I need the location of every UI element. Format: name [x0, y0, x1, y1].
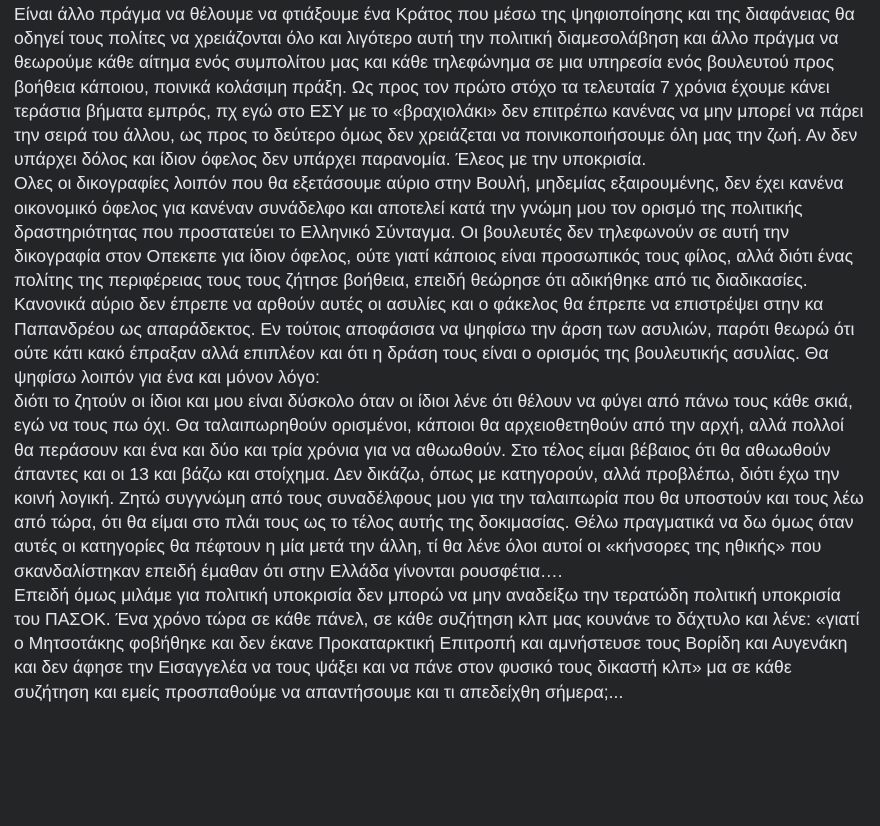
post-paragraph: Είναι άλλο πράγμα να θέλουμε να φτιάξουμε ένα Κράτος που μέσω της ψηφιοποίησης και της διαφάνειας θα οδηγεί τους πολίτες να χρειάζονται όλο και λιγότερο αυτή την πολιτική διαμεσολάβηση και άλλο πράγμα να θεωρούμε κάθε αίτημα ενός συμπολίτου μας και κάθε τηλεφώνημα σε μια υπηρεσία ενός βουλευτού προς βοήθεια κάποιου, ποινικά κολάσιμη πράξη. Ως προς τον πρώτο στόχο τα τελευταία 7 χρόνια έχουμε κάνει τεράστια βήματα εμπρός, πχ εγώ στο ΕΣΥ με το «βραχιολάκι» δεν επιτρέπω κανένας να μην μπορεί να πάρει την σειρά του άλλου, ως προς το δεύτερο όμως δεν χρειάζεται να ποινικοποιήσουμε όλη μας την ζωή. Αν δεν υπάρχει δόλος και ίδιον όφελος δεν υπάρχει παρανομία. Έλεος με την υποκρισία.: [14, 4, 864, 170]
post-paragraph: Ολες οι δικογραφίες λοιπόν που θα εξετάσουμε αύριο στην Βουλή, μηδεμίας εξαιρουμένης, δεν έχει κανένα οικονομικό όφελος για κανέναν συνάδελφο και αποτελεί κατά την γνώμη μου τον ορισμό της πολιτικής δραστηριότητας που προστατεύει το Ελληνικό Σύνταγμα. Οι βουλευτές δεν τηλεφωνούν σε αυτή την δικογραφία στον Οπεκεπε για ίδιον όφελος, ούτε γιατί κάποιος είναι προσωπικός τους φίλος, αλλά διότι ένας πολίτης της περιφέρειας τους τους ζήτησε βοήθεια, επειδή θεώρησε ότι αδικήθηκε από τις διαδικασίες. Κανονικά αύριο δεν έπρεπε να αρθούν αυτές οι ασυλίες και ο φάκελος θα έπρεπε να επιστρέψει στην κα Παπανδρέου ως απαράδεκτος. Εν τούτοις αποφάσισα να ψηφίσω την άρση των ασυλιών, παρότι θεωρώ ότι ούτε κάτι κακό έπραξαν αλλά επιπλέον και ότι η δράση τους είναι ο ορισμός της βουλευτικής ασυλίας. Θα ψηφίσω λοιπόν για ένα και μόνον λόγο:: [14, 173, 855, 388]
post-paragraph: Επειδή όμως μιλάμε για πολιτική υποκρισία δεν μπορώ να μην αναδείξω την τερατώδη πολιτική υποκρισία του ΠΑΣΟΚ. Ένα χρόνο τώρα σε κάθε πάνελ, σε κάθε συζήτηση κλπ μας κουνάνε το δάχτυλο και λένε: «γιατί ο Μητσοτάκης φοβήθηκε και δεν έκανε Προκαταρκτική Επιτροπή και αμνήστευσε τους Βορίδη και Αυγενάκη και δεν άφησε την Εισαγγελέα να τους ψάξει και να πάνε στον φυσικό τους δικαστή κλπ» μα σε κάθε συζήτηση και εμείς προσπαθούμε να απαντήσουμε και τι απεδείχθη σήμερα;...: [14, 584, 860, 702]
post-paragraph: διότι το ζητούν οι ίδιοι και μου είναι δύσκολο όταν οι ίδιοι λένε ότι θέλουν να φύγει από πάνω τους κάθε σκιά, εγώ να τους πω όχι. Θα ταλαιπωρηθούν ορισμένοι, κάποιοι θα αρχειοθετηθούν από την αρχή, αλλά πολλοί θα περάσουν και ένα και δύο και τρία χρόνια για να αθωωθούν. Στο τέλος είμαι βέβαιος ότι θα αθωωθούν άπαντες και οι 13 και βάζω και στοίχημα. Δεν δικάζω, όπως με κατηγορούν, αλλά προβλέπω, διότι έχω την κοινή λογική. Ζητώ συγγνώμη από τους συναδέλφους μου για την ταλαιπωρία που θα υποστούν και τους λέω από τώρα, ότι θα είμαι στο πλάι τους ως το τέλος αυτής της δοκιμασίας. Θέλω πραγματικά να δω όμως όταν αυτές οι κατηγορίες θα πέφτουν η μία μετά την άλλη, τί θα λένε όλοι αυτοί οι «κήνσορες της ηθικής» που σκανδαλίστηκαν επειδή έμαθαν ότι στην Ελλάδα γίνονται ρουσφέτια….: [14, 391, 864, 581]
